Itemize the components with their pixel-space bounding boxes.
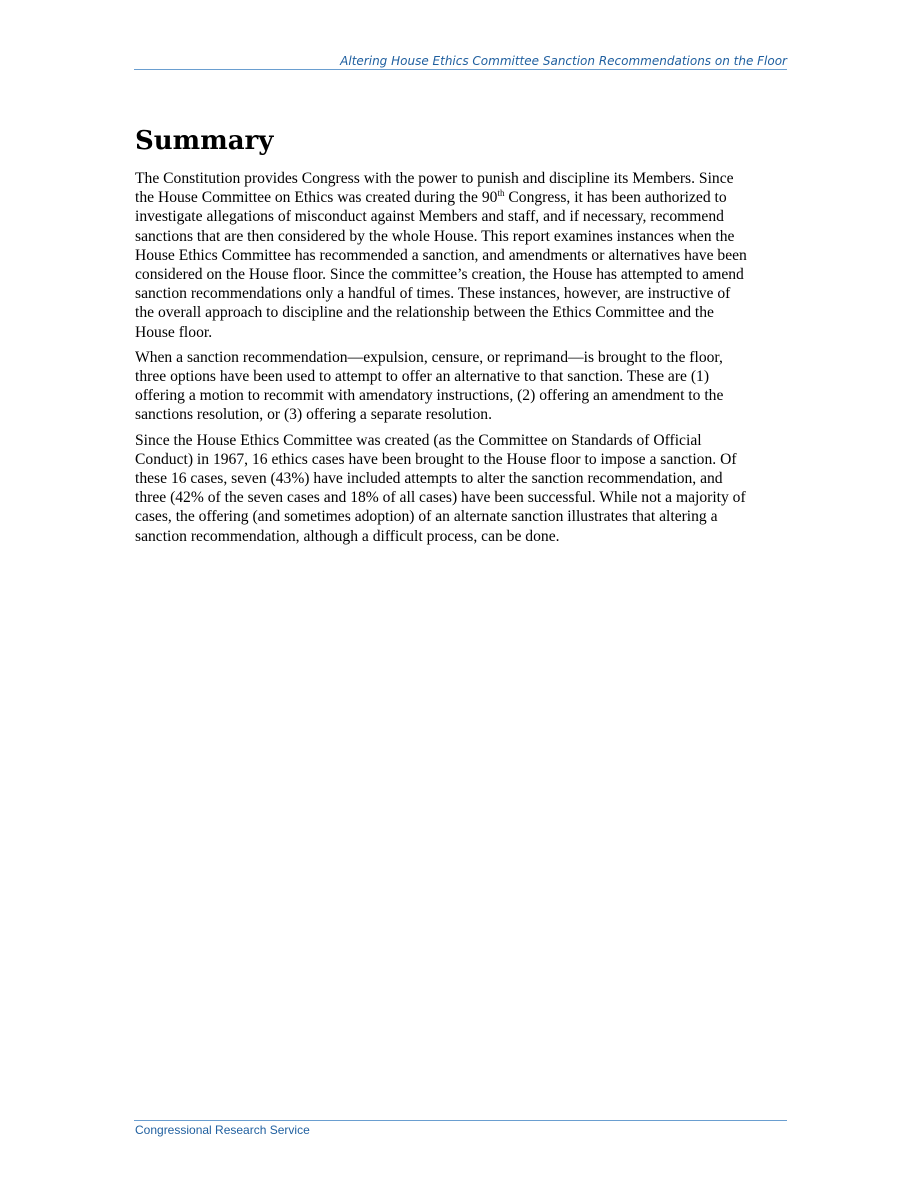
header-rule: [134, 69, 787, 70]
text-line: House Ethics Committee has recommended a sanction, and amendments or alternatives have been: [135, 246, 747, 264]
footer-organization: Congressional Research Service: [135, 1123, 310, 1137]
summary-heading: Summary: [135, 126, 274, 156]
text-line: cases, the offering (and sometimes adoption) of an alternate sanction illustrates that altering a: [135, 508, 718, 526]
summary-body: [135, 169, 791, 552]
text-line: three (42% of the seven cases and 18% of all cases) have been successful. While not a majority of: [135, 489, 746, 507]
running-header-title: Altering House Ethics Committee Sanction Recommendations on the Floor: [340, 54, 787, 68]
text-line: House floor.: [135, 323, 213, 341]
text-fragment: the House Committee on Ethics was created during the 90: [135, 189, 498, 207]
text-line: the overall approach to discipline and the relationship between the Ethics Committee and the: [135, 304, 714, 322]
ordinal-suffix: th: [497, 188, 505, 199]
text-line: sanction recommendations only a handful of times. These instances, however, are instructive of: [135, 285, 731, 303]
text-line: these 16 cases, seven (43%) have included attempts to alter the sanction recommendation, and: [135, 470, 723, 488]
footer-rule: [134, 1120, 787, 1121]
text-line: three options have been used to attempt to offer an alternative to that sanction. These are (1): [135, 368, 710, 386]
summary-paragraph-2: [135, 348, 791, 425]
text-line: sanctions that are then considered by the whole House. This report examines instances when the: [135, 227, 735, 245]
text-line: sanction recommendation, although a difficult process, can be done.: [135, 527, 560, 545]
text-fragment: Congress, it has been authorized to: [504, 189, 727, 207]
summary-paragraph-3: [135, 431, 791, 546]
text-line: [135, 188, 791, 207]
text-line: offering a motion to recommit with amendatory instructions, (2) offering an amendment to the: [135, 387, 724, 405]
text-line: The Constitution provides Congress with the power to punish and discipline its Members. Since: [135, 170, 734, 187]
text-line: sanctions resolution, or (3) offering a separate resolution.: [135, 406, 492, 424]
text-line: Since the House Ethics Committee was created (as the Committee on Standards of Official: [135, 431, 702, 449]
summary-paragraph-1: [135, 169, 791, 342]
text-line: Conduct) in 1967, 16 ethics cases have been brought to the House floor to impose a sanction. Of: [135, 450, 737, 468]
text-line: When a sanction recommendation—expulsion, censure, or reprimand—is brought to the floor,: [135, 348, 723, 366]
text-line: investigate allegations of misconduct against Members and staff, and if necessary, recommend: [135, 208, 724, 226]
text-line: considered on the House floor. Since the committee’s creation, the House has attempted to amend: [135, 266, 744, 284]
